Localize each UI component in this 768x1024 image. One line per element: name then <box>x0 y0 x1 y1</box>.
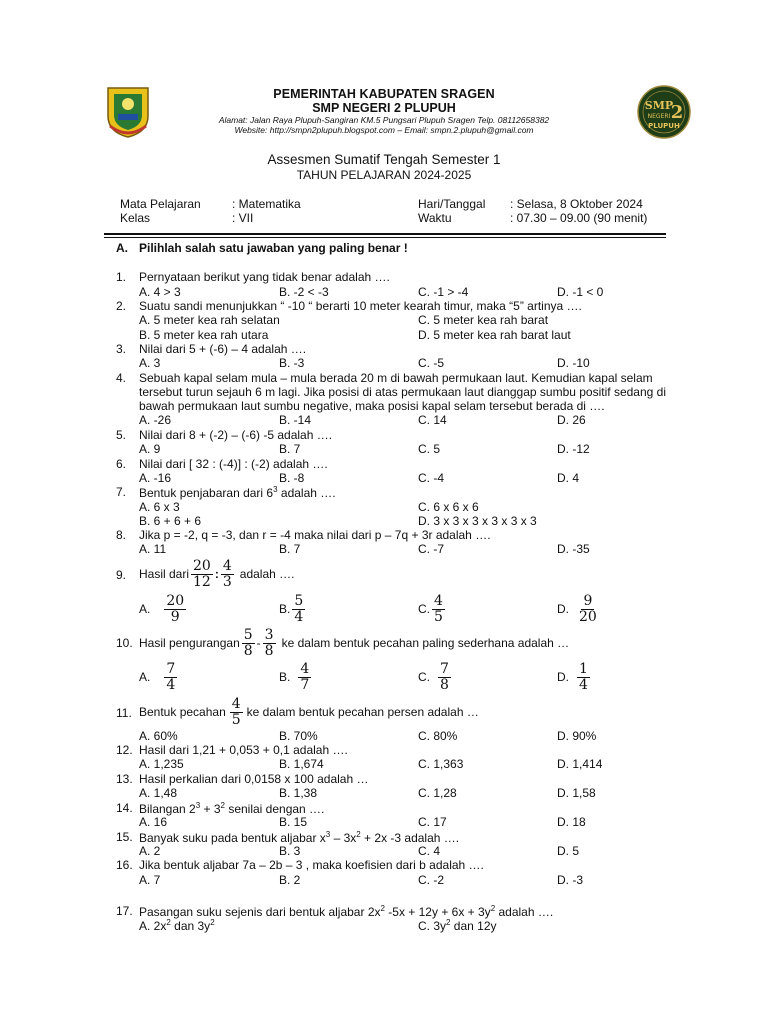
option-b: B. 6 + 6 + 6 <box>139 514 202 528</box>
option-b: B. 1,38 <box>279 786 318 800</box>
divider-thin <box>104 237 666 238</box>
option-c: C. $\frac{7}{8}$ <box>418 660 449 693</box>
option-a: A. 5 meter kea rah selatan <box>139 313 280 327</box>
option-b: B. -14 <box>279 413 312 427</box>
fraction: $\frac{3}{8}$ <box>264 626 274 659</box>
question-number: 17. <box>116 904 133 918</box>
option-c: C. -7 <box>418 542 445 556</box>
option-c: C. -2 <box>418 873 445 887</box>
question-text: Pernyataan berikut yang tidak benar adalah …. <box>139 270 390 284</box>
option-b: B. 1,674 <box>279 757 324 771</box>
question-text: Bentuk penjabaran dari $6^3$ adalah …. <box>139 485 336 500</box>
option-d: D. 90% <box>557 729 597 743</box>
exam-title: Assesmen Sumatif Tengah Semester 1 <box>267 152 501 167</box>
fraction: $\frac{4}{5}$ <box>231 695 241 728</box>
question-text-line-3: bawah permukaan laut sumbu negative, maka posisi kapal selam tersebut berada di …. <box>139 399 605 413</box>
option-d: D. -1 < 0 <box>557 285 604 299</box>
day-label: Hari/Tanggal <box>418 197 486 211</box>
option-c: C. 1,363 <box>418 757 464 771</box>
option-c: C. 4 <box>418 844 441 858</box>
logo-text-negeri: NEGERI <box>647 113 671 120</box>
class-value: : VII <box>232 211 254 225</box>
logo-text-2: 2 <box>670 102 684 123</box>
question-number: 6. <box>116 457 127 471</box>
option-a: A. $\frac{20}{9}$ <box>139 592 185 625</box>
question-number: 1. <box>116 270 127 284</box>
option-a: A. 1,235 <box>139 757 184 771</box>
question-text: Jika bentuk aljabar 7a – 2b – 3 , maka koefisien dari b adalah …. <box>139 858 484 872</box>
option-b: B. 7 <box>279 442 301 456</box>
option-c: C. $3y^2$ dan 12y <box>418 918 497 933</box>
option-b: B. 2 <box>279 873 301 887</box>
question-text: Nilai dari 5 + (-6) – 4 adalah …. <box>139 342 307 356</box>
question-text: Hasil dari 1,21 + 0,053 + 0,1 adalah …. <box>139 743 348 757</box>
government-name: PEMERINTAH KABUPATEN SRAGEN <box>273 87 495 101</box>
option-c: C. 5 meter kea rah barat <box>418 313 549 327</box>
section-instruction: Pilihlah salah satu jawaban yang paling benar ! <box>139 241 408 255</box>
fraction: $\frac{20}{12}$ <box>193 557 211 590</box>
option-a: A. 16 <box>139 815 168 829</box>
question-text: Bilangan $2^3 + 3^2$ senilai dengan …. <box>139 801 325 816</box>
option-b: B. -2 < -3 <box>279 285 329 299</box>
logo-text-plupuh: PLUPUH <box>648 122 680 130</box>
question-number: 15. <box>116 830 133 844</box>
option-b: B. -8 <box>279 471 305 485</box>
subject-value: : Matematika <box>232 197 301 211</box>
question-text: Banyak suku pada bentuk aljabar $x^3 - 3x^2 + 2x$ -3 adalah …. <box>139 830 460 845</box>
divider-thick <box>104 233 666 235</box>
option-b: B. 3 <box>279 844 301 858</box>
fraction: $\frac{4}{3}$ <box>222 557 232 590</box>
option-b: B. 7 <box>279 542 301 556</box>
question-text: Jika p = -2, q = -3, dan r = -4 maka nilai dari p – 7q + 3r adalah …. <box>139 528 491 542</box>
time-label: Waktu <box>418 211 452 225</box>
question-text: Hasil perkalian dari 0,0158 x 100 adalah … <box>139 772 369 786</box>
option-b: B. 70% <box>279 729 318 743</box>
option-d: D. 1,414 <box>557 757 603 771</box>
option-c: C. -1 > -4 <box>418 285 469 299</box>
option-d: D. 3 x 3 x 3 x 3 x 3 x 3 <box>418 514 537 528</box>
option-d: D. -12 <box>557 442 590 456</box>
question-number: 13. <box>116 772 133 786</box>
option-c: C. 14 <box>418 413 447 427</box>
option-a: A. 3 <box>139 356 161 370</box>
option-a: A. $\frac{7}{4}$ <box>139 660 176 693</box>
fraction: $\frac{5}{8}$ <box>243 626 253 659</box>
option-d: D. -3 <box>557 873 584 887</box>
question-text: Nilai dari [ 32 : (-4)] : (-2) adalah …. <box>139 457 328 471</box>
option-a: A. 7 <box>139 873 161 887</box>
option-a: A. -16 <box>139 471 172 485</box>
time-value: : 07.30 – 09.00 (90 menit) <box>510 211 648 225</box>
option-b: B. $\frac{5}{4}$ <box>279 592 304 625</box>
option-a: A. -26 <box>139 413 172 427</box>
day-value: : Selasa, 8 Oktober 2024 <box>510 197 643 211</box>
question-number: 2. <box>116 299 127 313</box>
question-number: 11. <box>116 706 132 720</box>
question-number: 7. <box>116 485 127 499</box>
option-c: C. $\frac{4}{5}$ <box>418 592 443 625</box>
option-d: D. 4 <box>557 471 580 485</box>
question-number: 16. <box>116 858 133 872</box>
option-b: B. 5 meter kea rah utara <box>139 328 269 342</box>
school-website: Website: http://smpn2plupuh.blogspot.com – Email: smpn.2.plupuh@gmail.com <box>234 125 534 135</box>
option-b: B. -3 <box>279 356 305 370</box>
question-number: 12. <box>116 743 133 757</box>
option-d: D. -35 <box>557 542 590 556</box>
question-number: 10. <box>116 636 133 650</box>
option-a: A. 6 x 3 <box>139 500 180 514</box>
option-c: C. -4 <box>418 471 445 485</box>
option-a: A. 9 <box>139 442 161 456</box>
class-label: Kelas <box>120 211 151 225</box>
section-letter: A. <box>116 241 128 255</box>
option-d: D. $\frac{1}{4}$ <box>557 660 588 693</box>
question-number: 9. <box>116 568 127 582</box>
question-number: 8. <box>116 528 127 542</box>
option-d: D. 1,58 <box>557 786 596 800</box>
option-a: A. 1,48 <box>139 786 178 800</box>
option-b: B. 15 <box>279 815 308 829</box>
question-text-line-1: Sebuah kapal selam mula – mula berada 20 m di bawah permukaan laut. Kemudian kapal selam <box>139 371 653 385</box>
option-d: D. 18 <box>557 815 586 829</box>
question-number: 14. <box>116 801 133 815</box>
question-text: Bentuk pecahan $\frac{4}{5}$ ke dalam bentuk pecahan persen adalah … <box>139 695 479 728</box>
question-text: Hasil dari $\frac{20}{12}$ : $\frac{4}{3}$ adalah …. <box>139 557 295 590</box>
option-c: C. 17 <box>418 815 447 829</box>
option-c: C. 6 x 6 x 6 <box>418 500 479 514</box>
option-a: A. $2x^2$ dan $3y^2$ <box>139 918 215 933</box>
option-a: A. 60% <box>139 729 178 743</box>
option-d: D. 5 meter kea rah barat laut <box>418 328 571 342</box>
option-c: C. 1,28 <box>418 786 457 800</box>
option-a: A. 11 <box>139 542 167 556</box>
option-d: D. 5 <box>557 844 580 858</box>
question-text: Pasangan suku sejenis dari bentuk aljabar $2x^2$ $-5x + 12y + 6x + 3y^2$ adalah …. <box>139 904 554 919</box>
school-name: SMP NEGERI 2 PLUPUH <box>312 101 456 115</box>
option-c: C. 5 <box>418 442 441 456</box>
option-c: C. 80% <box>418 729 458 743</box>
question-number: 4. <box>116 371 127 385</box>
option-a: A. 4 > 3 <box>139 285 181 299</box>
academic-year: TAHUN PELAJARAN 2024-2025 <box>296 168 472 182</box>
option-c: C. -5 <box>418 356 445 370</box>
logo-text-smp: SMP <box>644 99 674 112</box>
question-text: Hasil pengurangan $\frac{5}{8}$ - $\frac{3}{8}$ ke dalam bentuk pecahan paling sederhana adalah … <box>139 626 570 659</box>
option-b: B. $\frac{4}{7}$ <box>279 660 310 693</box>
question-text: Nilai dari 8 + (-2) – (-6) -5 adalah …. <box>139 428 333 442</box>
school-address: Alamat: Jalan Raya Plupuh-Sangiran KM.5 Pungsari Plupuh Sragen Telp. 08112658382 <box>218 115 550 125</box>
question-text: Suatu sandi menunjukkan “ -10 “ berarti 10 meter kearah timur, maka “5” artinya …. <box>139 299 582 313</box>
option-d: D. $\frac{9}{20}$ <box>557 592 597 625</box>
question-text-line-2: tersebut turun sejauh 6 m lagi. Jika posisi di atas permukaan laut dianggap sumbu positif sedang di <box>139 385 666 399</box>
option-a: A. 2 <box>139 844 161 858</box>
option-d: D. -10 <box>557 356 590 370</box>
question-number: 5. <box>116 428 127 442</box>
question-number: 3. <box>116 342 127 356</box>
option-d: D. 26 <box>557 413 586 427</box>
subject-label: Mata Pelajaran <box>120 197 201 211</box>
